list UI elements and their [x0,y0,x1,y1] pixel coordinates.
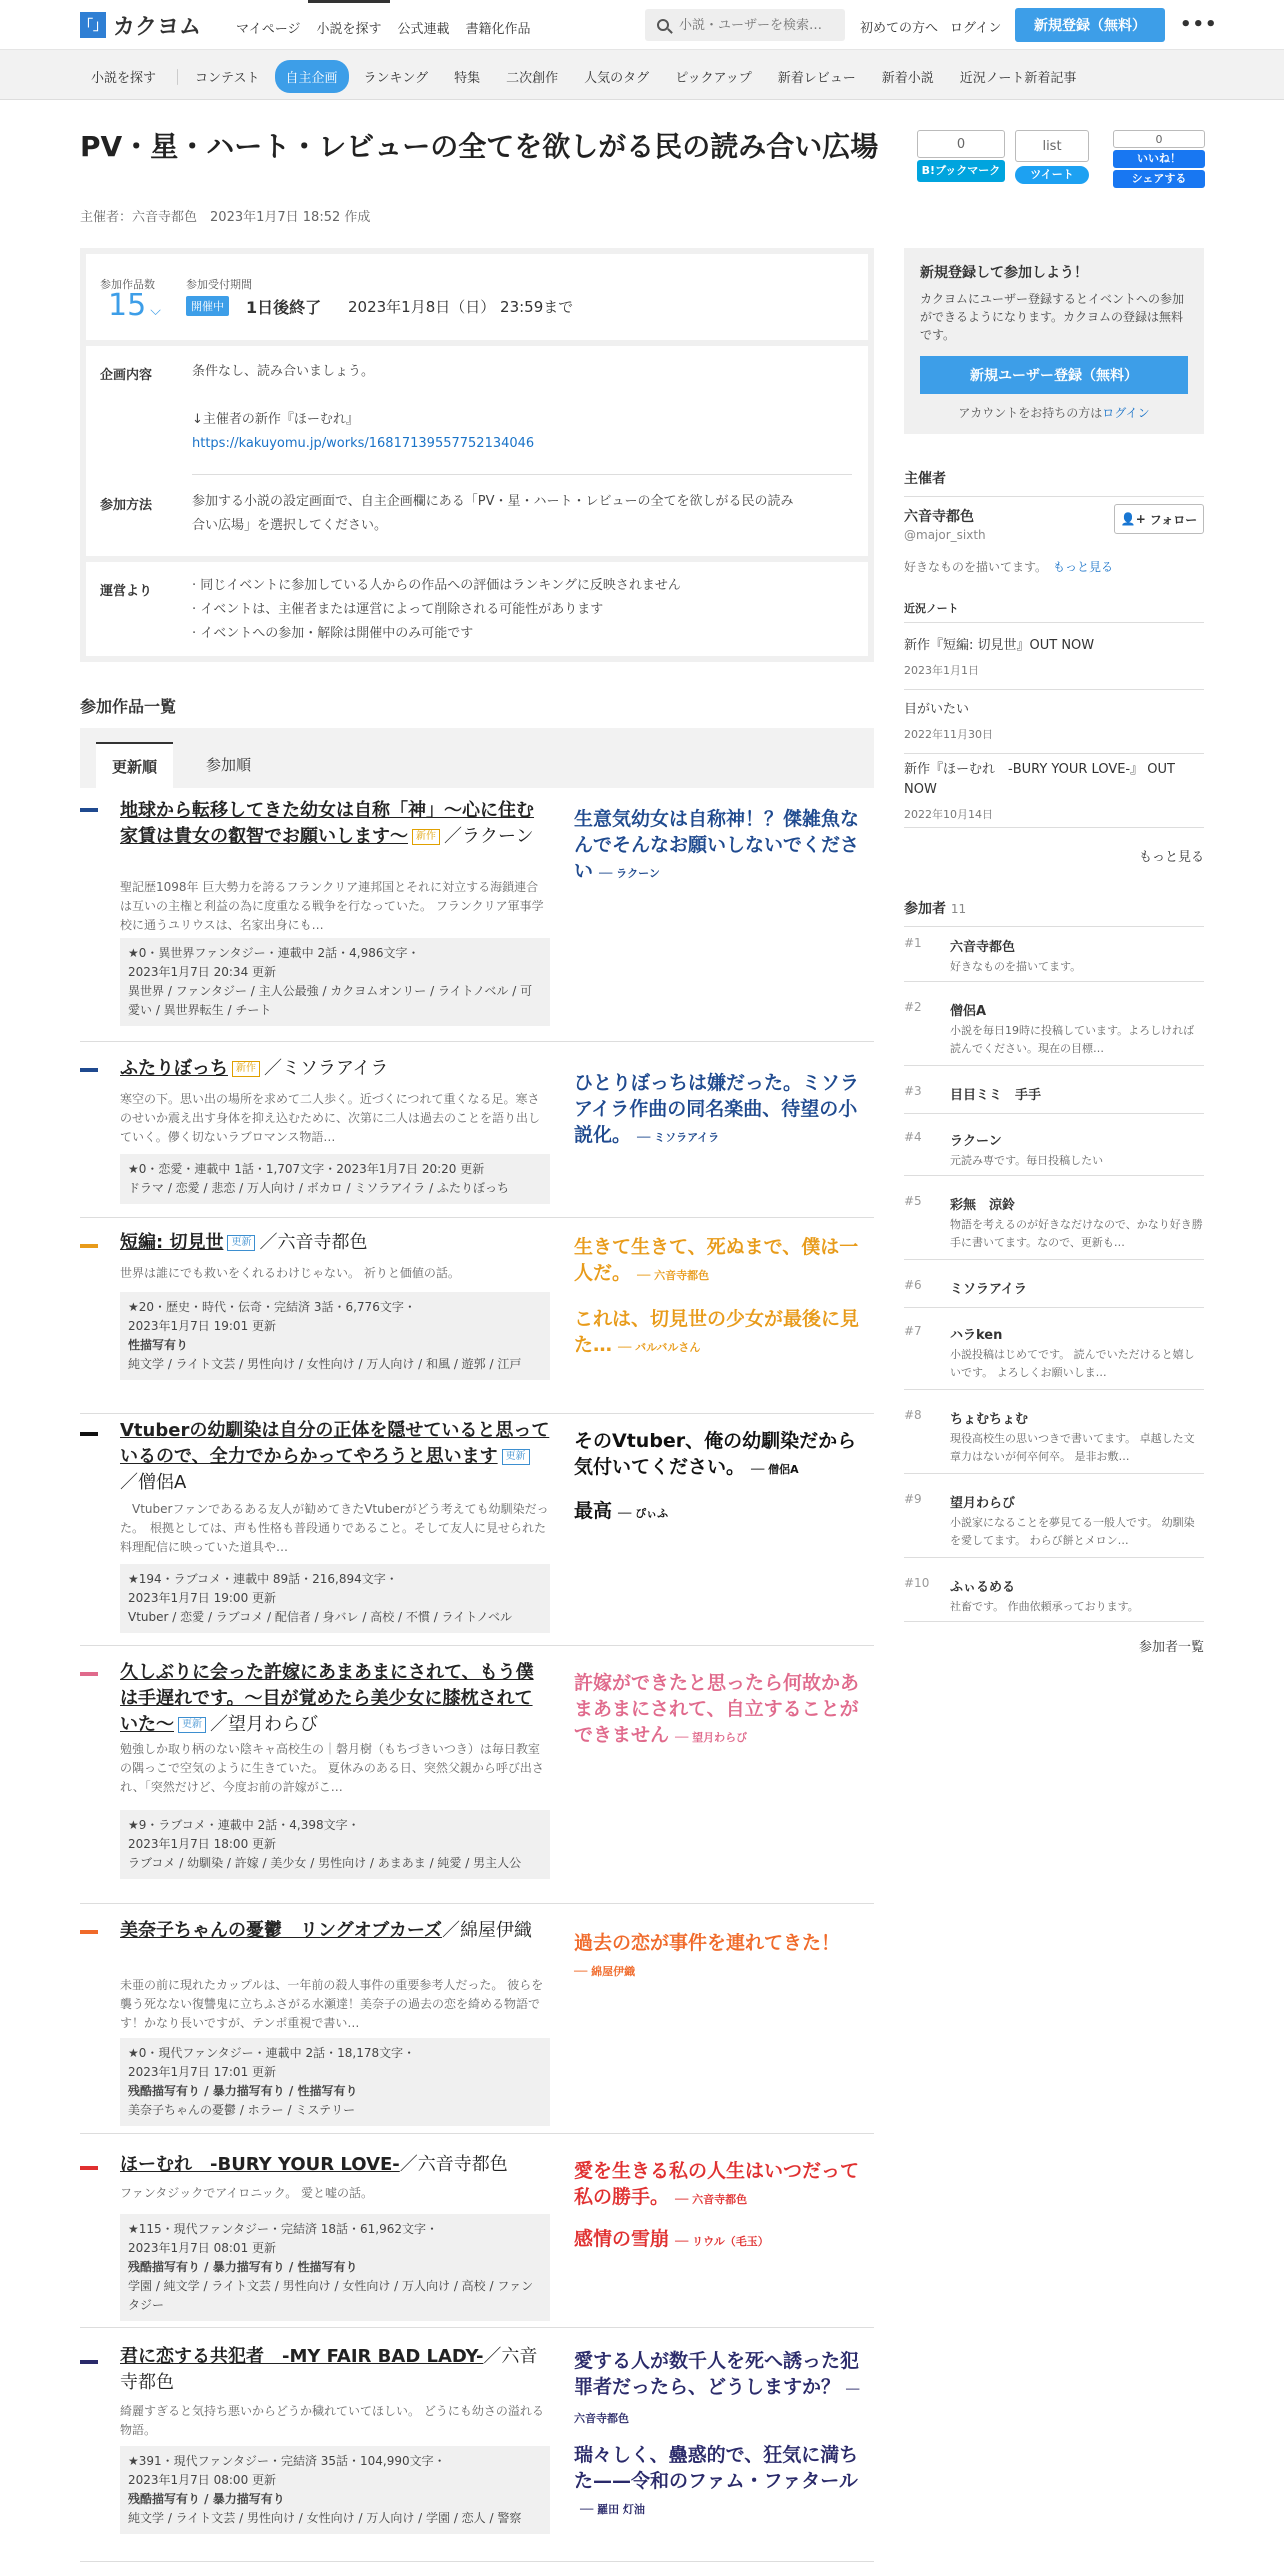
bookmark-count: 0 [917,130,1005,158]
note-item[interactable] [904,760,1204,828]
register-box [904,248,1204,434]
catchphrase-text: 愛を生きる私の人生はいつだって私の勝手。 [574,2160,860,2208]
more-dots-icon[interactable]: ••• [1180,14,1218,35]
work-stats: ★0・現代ファンタジー・連載中 2話・18,178文字・ [128,2046,416,2060]
work-updated: 2023年1月7日 08:01 更新 [128,2241,277,2255]
fb-share-button[interactable]: シェアする [1113,170,1205,188]
subnav-notes[interactable]: 近況ノート新着記事 [959,71,1077,86]
work-item [80,1218,874,1414]
work-tags[interactable]: 美奈子ちゃんの憂鬱 / ホラー / ミステリー [128,2103,356,2117]
work-color-mark [80,1068,98,1072]
catchphrase-text: 瑞々しく、蠱惑的で、狂気に満ちた——令和のファム・ファタール [574,2444,859,2492]
subnav-fanfic[interactable]: 二次創作 [506,71,559,86]
participant-name[interactable]: 六音寺都色 [950,940,1016,955]
work-author[interactable]: 僧侶A [138,1472,187,1493]
work-meta [120,2446,550,2534]
kakuyomu-logo[interactable] [80,12,201,38]
work-tags[interactable]: 学園 / 純文学 / ライト文芸 / 男性向け / 女性向け / 万人向け / 高校 / ファンタジー [128,2279,534,2312]
content-label: 企画内容 [100,368,153,383]
work-description: 未亜の前に現れたカップルは、一年前の殺人事件の重要参考人だった。 彼らを襲う死なない復讐鬼に立ちふさがる水瀬達！美奈子の過去の恋を綺める物語です！かなり長いですが、テンポ重視で書い… [120,1978,544,2030]
divider [177,69,178,85]
catchphrase-text: ひとりぼっちは嫌だった。ミソラアイラ作曲の同名楽曲、待望の小説化。 [574,1072,860,1146]
work-color-mark [80,1672,98,1676]
nav-official[interactable]: 公式連載 [397,22,450,37]
work-warnings: 残酷描写有り / 暴力描写有り [128,2492,285,2506]
work-title[interactable]: 君に恋する共犯者 -MY FAIR BAD LADY- [120,2346,484,2367]
catchphrase-author: 僧侶A [768,1463,799,1476]
participants-heading-text: 参加者 [904,901,946,917]
page-title: PV・星・ハート・レビューの全てを欲しがる民の読み合い広場 [80,130,879,163]
participants-count: 11 [950,902,967,916]
catchphrase-author: リウル（毛玉） [692,2235,769,2248]
participant-item[interactable] [904,936,1204,982]
note-item[interactable] [904,700,1204,754]
works-count[interactable] [108,288,161,323]
catchphrase[interactable]: 愛する人が数千人を死へ誘った犯罪者だったら、どうしますか？ ── 六音寺都色 [574,2350,860,2425]
subnav-contest[interactable]: コンテスト [195,71,260,86]
work-warnings: 残酷描写有り / 暴力描写有り / 性描写有り [128,2084,358,2098]
category-bar [0,50,1284,100]
period-label: 参加受付期間 [186,278,252,291]
catchphrase[interactable]: 瑞々しく、蠱惑的で、狂気に満ちた——令和のファム・ファタール── 羅田 灯油 [574,2444,859,2516]
work-item [80,1414,874,1646]
new-badge: 新作 [412,829,440,845]
catchphrase-author: ミソラアイラ [654,1131,720,1144]
participant-rank: #6 [904,1278,922,1292]
work-stats: ★20・歴史・時代・伝奇・完結済 3話・6,776文字・ [128,1300,416,1314]
works-count-value: 15 [108,288,147,323]
participant-desc: 小説を毎日19時に投稿しています。よろしければ読んでください。現在の目標… [950,1024,1195,1055]
note-title[interactable]: 新作『短編: 切見世』OUT NOW [904,638,1095,653]
participant-rank: #4 [904,1130,922,1144]
participant-name[interactable]: ラクーン [950,1134,1002,1149]
work-author[interactable]: ミソラアイラ [282,1058,389,1079]
work-title-block[interactable]: 美奈子ちゃんの憂鬱 リングオブカーズ／綿屋伊織 [120,1920,533,1941]
login-prompt [920,404,1188,421]
work-meta [120,2214,550,2321]
work-meta [120,1154,550,1204]
note-date: 2022年10月14日 [904,808,993,821]
subnav-find[interactable]: 小説を探す [91,71,157,86]
work-stats: ★0・恋愛・連載中 1話・1,707文字・2023年1月7日 20:20 更新 [128,1162,485,1176]
catchphrase-text: 最高 [574,1500,613,1522]
global-nav [228,0,539,50]
login-link[interactable]: ログイン [950,21,1002,36]
participant-item[interactable] [904,1194,1204,1260]
note-title[interactable]: 目がいたい [904,702,970,717]
rule-text: 同じイベントに参加している人からの作品への評価はランキングに反映されません [200,578,681,593]
subnav-new[interactable]: 新着小説 [881,71,934,86]
beginner-link[interactable]: 初めての方へ [860,21,939,36]
subnav-events[interactable]: 自主企画 [275,60,349,93]
content-text [192,360,534,456]
catchphrase[interactable]: そのVtuber、俺の幼馴染だから気付いてください。 ── 僧侶A [574,1430,857,1478]
rules-label: 運営より [100,584,153,599]
catchphrase-text: 感情の雪崩 [574,2228,670,2250]
work-title[interactable]: Vtuberの幼馴染は自分の正体を隠せていると思っているので、全力でからかってやろうと思います [120,1420,550,1467]
work-updated: 2023年1月7日 18:00 更新 [128,1837,277,1851]
subnav-tags[interactable]: 人気のタグ [584,71,650,86]
method-line: 参加する小説の設定画面で、自主企画欄にある「PV・星・ハート・レビューの全てを欲しがる民の読み [192,494,794,509]
like-button[interactable]: いいね！ [1113,150,1205,168]
method-label: 参加方法 [100,498,153,513]
work-color-mark [80,1244,98,1248]
organizer-line[interactable]: 主催者：六音寺都色 [80,210,198,225]
catchphrase-author: ぴぃふ [635,1507,669,1520]
work-description: 寒空の下。思い出の場所を求めて二人歩く。近づくにつれて重くなる足。寒さのせいか震え出す身体を抑え込むために、次第に二人は過去のことを語り出していく。儚く切ないラブロマンス物語… [120,1092,541,1144]
rule-item: · イベントへの参加・解除は開催中のみ可能です [192,626,474,641]
work-updated: 2023年1月7日 08:00 更新 [128,2473,277,2487]
subnav-reviews[interactable]: 新着レビュー [777,71,856,86]
work-item [80,792,874,1042]
works-heading: 参加作品一覧 [80,697,177,716]
participant-rank: #3 [904,1084,922,1098]
rule-text: イベントへの参加・解除は開催中のみ可能です [200,626,474,641]
work-author[interactable]: 望月わらび [228,1714,318,1735]
work-warnings: 残酷描写有り / 暴力描写有り / 性描写有り [128,2260,358,2274]
work-title[interactable]: 地球から転移してきた幼女は自称「神」〜心に住む家賃は貴女の叡智でお願いします〜 [120,800,534,847]
participant-desc: 現役高校生の思いつきで書いてます。 卓越した文章力はないが何卒何卒。 是非お敷… [950,1432,1195,1463]
participant-name[interactable]: 僧侶A [950,1004,987,1019]
work-title[interactable]: 短編: 切見世 [120,1232,224,1253]
rule-text: イベントは、主催者または運営によって削除される可能性があります [200,602,604,617]
work-description: 世界は誰にでも救いをくれるわけじゃない。 祈りと価値の話。 [120,1266,460,1280]
participant-desc: 社畜です。 作曲依頼承っております。 [950,1600,1139,1613]
catchphrase-author: バルバルさん [635,1341,701,1354]
work-author[interactable]: 綿屋伊織 [460,1920,533,1941]
work-title-block[interactable]: ほーむれ -BURY YOUR LOVE-／六音寺都色 [120,2154,508,2175]
work-title-block[interactable]: ふたりぼっち 新作 ／ミソラアイラ [120,1058,389,1079]
participant-rank: #10 [904,1576,930,1590]
participant-desc: 元読み専です。毎日投稿したい [950,1154,1104,1167]
follow-button[interactable] [1114,504,1204,534]
created-date: 2023年1月7日 18:52 作成 [210,210,371,225]
work-author[interactable]: 六音寺都色 [120,2346,538,2393]
subnav-ranking[interactable]: ランキング [363,71,429,86]
hatena-bookmark-button[interactable]: B!ブックマーク [917,160,1005,182]
tweet-button[interactable]: ツイート [1015,166,1089,184]
work-item [80,2328,874,2562]
work-title[interactable]: 美奈子ちゃんの憂鬱 リングオブカーズ [120,1920,443,1941]
work-description: 勉強しか取り柄のない陰キャ高校生の｜磐月樹（もちづきいつき）は毎日教室の隅っこで空気のように生きていた。 夏休みのある日、突然父親から呼び出され、「突然だけど、今度お前の許嫁がこ… [120,1742,544,1794]
participant-item[interactable] [904,1084,1204,1114]
rule-item: · 同じイベントに参加している人からの作品への評価はランキングに反映されません [192,578,681,593]
follow-label: フォロー [1149,512,1198,527]
event-byline [80,206,370,225]
catchphrase-text: 生きて生きて、死ぬまで、僕は一人だ。 [574,1236,859,1284]
search-icon [657,19,669,31]
all-participants-link[interactable]: 参加者一覧 [1138,1640,1204,1655]
work-stats: ★391・現代ファンタジー・完結済 35話・104,990文字・ [128,2454,446,2468]
organizer-id[interactable]: @major_sixth [904,528,986,542]
catchphrase-text: 過去の恋が事件を連れてきた！ [574,1932,841,1954]
work-meta [120,1810,550,1879]
notes-heading: 近況ノート [904,600,1204,623]
status-badge: 開催中 [186,296,229,316]
register-text: カクヨムにユーザー登録するとイベントへの参加ができるようになります。カクヨムの登録は無料です。 [920,292,1185,342]
nav-books[interactable]: 書籍化作品 [465,22,531,37]
catchphrase-author: 羅田 灯油 [597,2503,645,2516]
catchphrase-author: 六音寺都色 [692,2193,748,2206]
work-description: Vtuberファンであるある友人が勧めてきたVtuberがどう考えても幼馴染だった。 根拠としては、声も性格も普段通りであること。そして友人に見せられた料理配信に映っていた道具や… [120,1502,549,1554]
participants-heading [904,898,1204,927]
list-box[interactable]: list [1015,130,1089,162]
tab-updated[interactable]: 更新順 [96,742,173,788]
remaining-time: 1日後終了 [246,298,322,317]
work-tags[interactable]: 異世界 / ファンタジー / 主人公最強 / カクヨムオンリー / ライトノベル / 可愛い / 異世界転生 / チート [128,984,533,1017]
follow-icon: 👤+ [1120,512,1146,526]
divider [86,556,868,562]
participant-rank: #8 [904,1408,922,1422]
top-bar [0,0,1284,50]
work-color-mark [80,1432,98,1436]
work-color-mark [80,2166,98,2170]
catchphrase[interactable]: 感情の雪崩 ── リウル（毛玉） [574,2228,769,2250]
work-title-block[interactable]: Vtuberの幼馴染は自分の正体を隠せていると思っているので、全力でからかってやろうと思います 更新／僧侶A [120,1420,550,1493]
catchphrase[interactable]: 最高 ── ぴぃふ [574,1500,669,1522]
work-title-block[interactable]: 君に恋する共犯者 -MY FAIR BAD LADY-／六音寺都色 [120,2346,538,2393]
work-title-block[interactable]: 短編: 切見世 更新 ／六音寺都色 [120,1232,368,1253]
participant-item[interactable] [904,1408,1204,1474]
like-count: 0 [1113,130,1205,148]
participant-item[interactable] [904,1130,1204,1176]
login-link[interactable]: ログイン [1102,406,1150,420]
participant-name[interactable]: 望月わらび [950,1496,1016,1511]
notes-more-link[interactable]: もっと見る [1138,850,1204,865]
work-tags[interactable]: ラブコメ / 幼馴染 / 許嫁 / 美少女 / 男性向け / あまあま / 純愛 / 男主人公 [128,1856,522,1870]
organizer-bio-text: 好きなものを描いてます。 [904,560,1048,574]
work-meta [120,1564,550,1633]
catchphrase[interactable]: これは、切見世の少女が最後に見た… ── バルバルさん [574,1308,860,1356]
note-date: 2022年11月30日 [904,728,993,741]
work-stats: ★0・異世界ファンタジー・連載中 2話・4,986文字・ [128,946,420,960]
facebook-share[interactable] [1113,130,1205,188]
organizer-bio [904,558,1204,575]
work-tags[interactable]: 純文学 / ライト文芸 / 男性向け / 女性向け / 万人向け / 和風 / 遊郭 / 江戸 [128,1357,522,1371]
catchphrase[interactable]: 愛を生きる私の人生はいつだって私の勝手。 ── 六音寺都色 [574,2160,860,2208]
work-color-mark [80,1930,98,1934]
category-nav [80,60,1091,93]
chevron-down-icon: ⌵ [150,303,161,319]
updated-badge: 更新 [227,1235,255,1251]
catchphrase-text: これは、切見世の少女が最後に見た… [574,1308,860,1356]
participant-desc: 好きなものを描いてます。 [950,960,1082,973]
catchphrase[interactable]: 過去の恋が事件を連れてきた！ ── 綿屋伊織 [574,1932,841,1978]
logo-text: カクヨム [113,14,202,40]
work-color-mark [80,808,98,812]
work-meta [120,1292,550,1380]
catchphrase[interactable]: 許嫁ができたと思ったら何故かあまあまにされて、自立することができません ── 望月わらび [574,1672,860,1746]
participant-item[interactable] [904,1576,1204,1622]
subnav-pickup[interactable]: ピックアップ [675,71,752,86]
work-item [80,1042,874,1218]
catchphrase-author: 綿屋伊織 [591,1965,636,1978]
work-tags[interactable]: Vtuber / 恋愛 / ラブコメ / 配信者 / 身バレ / 高校 / 不慣 / ライトノベル [128,1610,512,1624]
work-item [80,1904,874,2134]
signup-button[interactable]: 新規ユーザー登録（無料） [920,356,1188,394]
catchphrase-author: 六音寺都色 [574,2412,629,2425]
catchphrase-text: そのVtuber、俺の幼馴染だから気付いてください。 [574,1430,857,1478]
participant-item[interactable] [904,1278,1204,1308]
organizer-more-link[interactable]: もっと見る [1053,560,1114,574]
work-author[interactable]: ラクーン [462,826,534,847]
updated-badge: 更新 [502,1449,530,1465]
work-tags[interactable]: ドラマ / 恋愛 / 悲恋 / 万人向け / ボカロ / ミソラアイラ / ふたりぼっち [128,1181,509,1195]
participant-rank: #9 [904,1492,922,1506]
work-stats: ★115・現代ファンタジー・完結済 18話・61,962文字・ [128,2222,439,2236]
work-updated: 2023年1月7日 20:34 更新 [128,965,277,979]
new-badge: 新作 [232,1061,260,1077]
work-stats: ★194・ラブコメ・連載中 89話・216,894文字・ [128,1572,398,1586]
catchphrase-author: 六音寺都色 [654,1269,710,1282]
participant-rank: #2 [904,1000,922,1014]
participant-desc: 小説家になることを夢見てる一般人です。 幼馴染を愛してます。 わらび餅とメロン… [950,1516,1195,1547]
nav-find-novels[interactable]: 小説を探す [308,0,389,50]
event-panel [80,248,874,662]
catchphrase-author: ラクーン [616,867,660,880]
deadline: 2023年1月8日（日） 23:59まで [348,298,574,316]
participant-desc: 物語を考えるのが好きなだけなので、かなり好き勝手に書いてます。なので、更新も… [950,1218,1203,1249]
subnav-feature[interactable]: 特集 [454,71,481,86]
search-input[interactable] [679,18,839,33]
participant-name[interactable]: ちょむちょむ [950,1412,1029,1427]
catchphrase-author: 望月わらび [692,1731,748,1744]
search-box[interactable] [645,9,845,41]
work-title[interactable]: ふたりぼっち [120,1058,228,1079]
count-label: 参加作品数 [100,278,155,291]
register-button[interactable]: 新規登録（無料） [1015,8,1165,42]
content-link[interactable]: https://kakuyomu.jp/works/16817139557752134046 [192,436,535,451]
participant-rank: #5 [904,1194,922,1208]
participant-name[interactable]: ミソラアイラ [950,1282,1027,1297]
method-line: 合い広場」を選択してください。 [192,518,388,533]
work-tags[interactable]: 純文学 / ライト文芸 / 男性向け / 女性向け / 万人向け / 学園 / 恋人 / 警察 [128,2511,522,2525]
participant-rank: #1 [904,936,922,950]
catchphrase-text: 許嫁ができたと思ったら何故かあまあまにされて、自立することができません [574,1672,860,1746]
participant-item[interactable] [904,1000,1204,1066]
rules-list [192,574,681,646]
work-item [80,2134,874,2328]
participant-rank: #7 [904,1324,922,1338]
work-color-mark [80,2360,98,2364]
work-title-block[interactable]: 久しぶりに会った許嫁にあまあまにされて、もう僕は手遅れです。〜目が覚めたら美少女に膝枕されていた〜 更新 ／望月わらび [120,1662,534,1735]
work-author[interactable]: 六音寺都色 [417,2154,508,2175]
participant-desc: 小説投稿はじめてです。 読んでいただけると嬉しいです。 よろしくお願いしま… [950,1348,1195,1379]
work-title-block[interactable]: 地球から転移してきた幼女は自称「神」〜心に住む家賃は貴女の叡智でお願いします〜 新作 ／ラクーン [120,800,534,847]
participant-name[interactable]: ハラken [950,1328,1003,1343]
method-text [192,490,852,538]
register-heading: 新規登録して参加しよう！ [920,265,1088,281]
participant-item[interactable] [904,1492,1204,1558]
work-title[interactable]: 久しぶりに会った許嫁にあまあまにされて、もう僕は手遅れです。〜目が覚めたら美少女に膝枕されていた〜 [120,1662,534,1735]
organizer-name[interactable]: 六音寺都色 [904,509,974,525]
participant-item[interactable] [904,1324,1204,1390]
twitter-share[interactable] [1015,130,1089,184]
work-meta [120,2038,550,2126]
catchphrase[interactable]: ひとりぼっちは嫌だった。ミソラアイラ作曲の同名楽曲、待望の小説化。 ── ミソラアイラ [574,1072,860,1146]
catchphrase[interactable]: 生意気幼女は自称神！？傑雑魚なんでそんなお願いしないでください ── ラクーン [574,808,860,882]
updated-badge: 更新 [178,1717,206,1733]
work-updated: 2023年1月7日 17:01 更新 [128,2065,277,2079]
note-item[interactable] [904,636,1204,690]
work-updated: 2023年1月7日 19:01 更新 [128,1319,277,1333]
participant-name[interactable]: 彩無 涼鈴 [950,1198,1016,1213]
content-line: ↓主催者の新作『ほーむれ』 [192,412,359,427]
login-prompt-text: アカウントをお持ちの方は [958,406,1103,420]
work-description: 聖記歴1098年 巨大勢力を誇るフランクリア連邦国とそれに対立する海鎖連合は互いの主権と利益の為に度重なる戦争を行なっていた。 フランクリア軍事学校に通うユリウスは、名家出身にも… [120,880,544,932]
work-warnings: 性描写有り [128,1338,189,1352]
organizer-heading: 主催者 [904,468,1204,497]
logo-mark: 「」 [80,12,106,38]
hatena-share[interactable] [917,130,1005,182]
participant-name[interactable]: 目目ミミ 手手 [950,1088,1042,1103]
participant-name[interactable]: ふぃるめる [950,1580,1016,1595]
work-description: 綺麗すぎると気持ち悪いからどうか穢れていてほしい。 どうにも幼さの溢れる物語。 [120,2404,544,2437]
sort-tabs [80,728,874,788]
nav-mypage[interactable]: マイページ [236,22,301,37]
catchphrase-text: 愛する人が数千人を死へ誘った犯罪者だったら、どうしますか？ [574,2350,860,2398]
tab-joined[interactable]: 参加順 [206,756,252,774]
work-item [80,1646,874,1904]
work-updated: 2023年1月7日 19:00 更新 [128,1591,277,1605]
work-meta [120,938,550,1026]
content-line: 条件なし、読み合いましょう。 [192,364,375,379]
divider [192,474,852,475]
work-title[interactable]: ほーむれ -BURY YOUR LOVE- [120,2154,400,2175]
divider [86,340,868,346]
note-date: 2023年1月1日 [904,664,979,677]
work-stats: ★9・ラブコメ・連載中 2話・4,398文字・ [128,1818,360,1832]
work-description: ファンタジックでアイロニック。 愛と嘘の話。 [120,2186,374,2200]
work-author[interactable]: 六音寺都色 [277,1232,368,1253]
rule-item: · イベントは、主催者または運営によって削除される可能性があります [192,602,604,617]
note-title[interactable]: 新作『ほーむれ -BURY YOUR LOVE-』 OUT NOW [904,762,1175,797]
catchphrase[interactable]: 生きて生きて、死ぬまで、僕は一人だ。 ── 六音寺都色 [574,1236,859,1284]
catchphrase-text: 生意気幼女は自称神！？傑雑魚なんでそんなお願いしないでください [574,808,860,882]
